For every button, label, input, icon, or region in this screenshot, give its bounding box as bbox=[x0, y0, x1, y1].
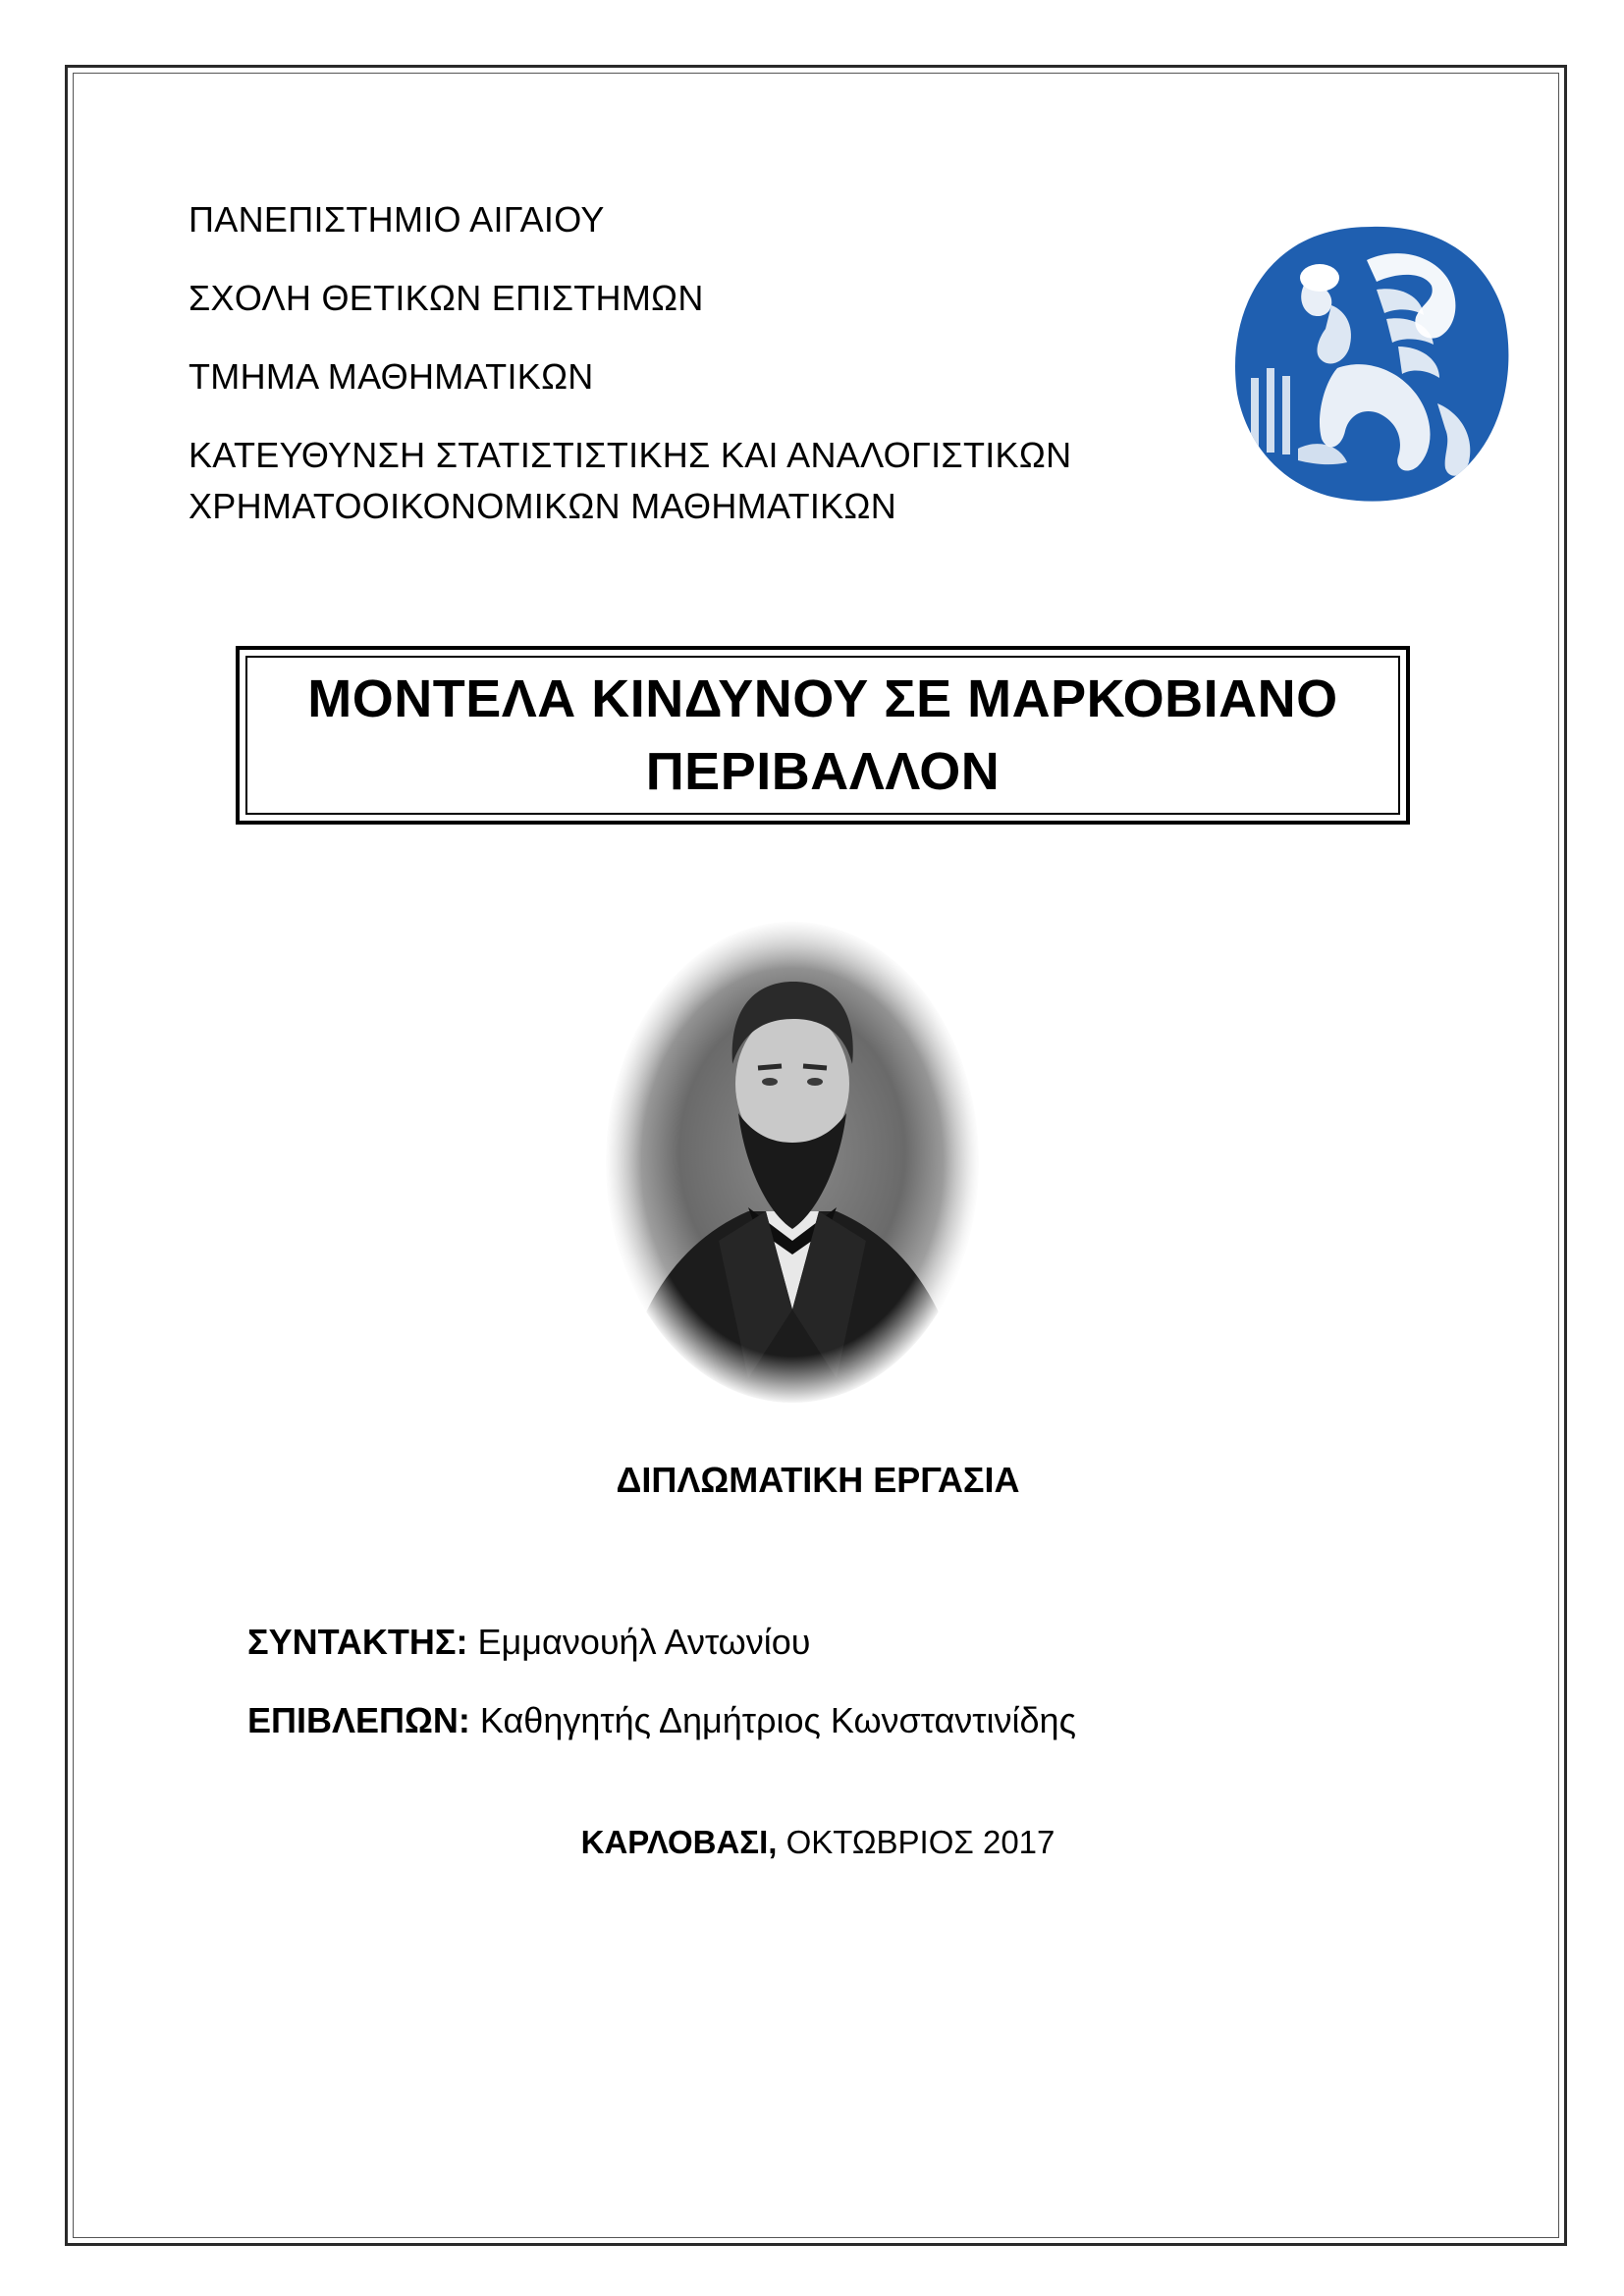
department-name: ΤΜΗΜΑ ΜΑΘΗΜΑΤΙΚΩΝ bbox=[189, 356, 594, 397]
supervisor-label: ΕΠΙΒΛΕΠΩΝ: bbox=[247, 1700, 470, 1740]
school-name: ΣΧΟΛΗ ΘΕΤΙΚΩΝ ΕΠΙΣΤΗΜΩΝ bbox=[189, 278, 704, 318]
portrait-photo bbox=[601, 917, 984, 1408]
author-label: ΣΥΝΤΑΚΤΗΣ: bbox=[247, 1622, 468, 1662]
supervisor-line bbox=[247, 1696, 1076, 1745]
university-seal-icon bbox=[1229, 221, 1514, 507]
submission-date: ΟΚΤΩΒΡΙΟΣ 2017 bbox=[785, 1824, 1056, 1860]
thesis-title-line-2: ΠΕΡΙΒΑΛΛΟΝ bbox=[645, 742, 1001, 801]
university-name: ΠΑΝΕΠΙΣΤΗΜΙΟ ΑΙΓΑΙΟΥ bbox=[189, 199, 605, 240]
document-type: ΔΙΠΛΩΜΑΤΙΚΗ ΕΡΓΑΣΙΑ bbox=[616, 1460, 1020, 1500]
thesis-title-line-1: ΜΟΝΤΕΛΑ ΚΙΝΔΥΝΟΥ ΣΕ ΜΑΡΚΟΒΙΑΝΟ bbox=[307, 669, 1338, 728]
place-name: ΚΑΡΛΟΒΑΣΙ, bbox=[580, 1824, 778, 1860]
track-name-line-2: ΧΡΗΜΑΤΟΟΙΚΟΝΟΜΙΚΩΝ ΜΑΘΗΜΑΤΙΚΩΝ bbox=[189, 486, 897, 526]
author-line bbox=[247, 1618, 810, 1667]
supervisor-name: Καθηγητής Δημήτριος Κωνσταντινίδης bbox=[479, 1700, 1076, 1740]
title-frame bbox=[245, 656, 1400, 815]
author-name: Εμμανουήλ Αντωνίου bbox=[477, 1622, 811, 1662]
place-date bbox=[0, 1820, 1624, 1865]
track-name-line-1: ΚΑΤΕΥΘΥΝΣΗ ΣΤΑΤΙΣΤΙΣΤΙΚΗΣ ΚΑΙ ΑΝΑΛΟΓΙΣΤΙΚΩΝ bbox=[189, 435, 1072, 475]
